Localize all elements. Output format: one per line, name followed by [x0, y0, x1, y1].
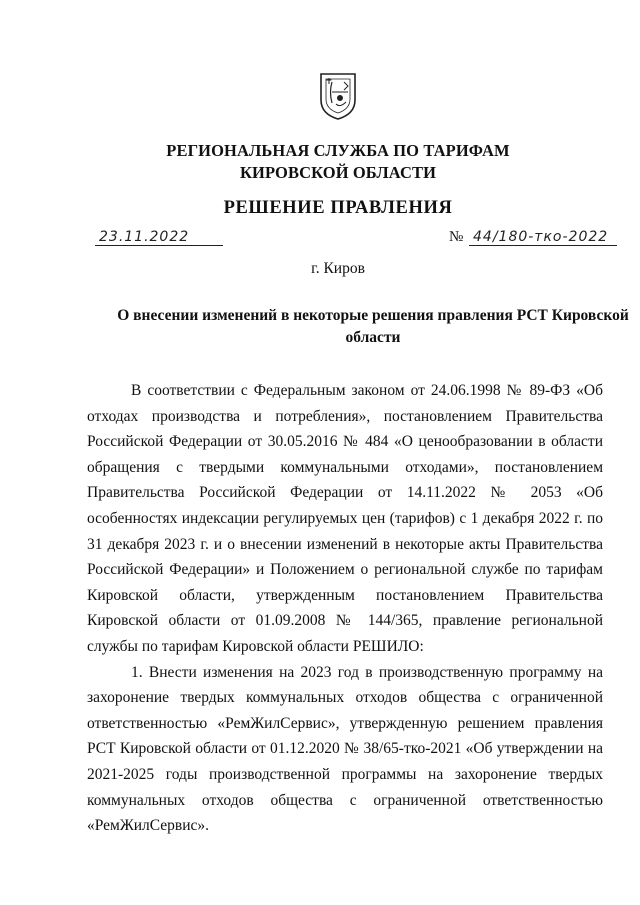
decision-number-box: [469, 228, 617, 248]
document-body: [87, 378, 603, 839]
preamble-paragraph: В соответствии с Федеральным законом от 24.06.1998 № 89-ФЗ «Об отходах производства и потребления», постановлением Правительства Российской Федерации от 30.05.2016 № 484 «О ценообразовании в области обращения с твердыми коммунальными отходами», постановлением Правительства Российской Федерации от 14.11.2022 № 2053 «Об особенностях индексации регулируемых цен (тарифов) с 1 декабря 2022 г. по 31 декабря 2023 г. и о внесении изменений в некоторые акты Правительства Российской Федерации» и Положением о региональной службе по тарифам Кировской области, утвержденным постановлением Правительства Кировской области от 01.09.2008 № 144/365, правление региональной службы по тарифам Кировской области РЕШИЛО:: [87, 382, 603, 655]
document-title: РЕШЕНИЕ ПРАВЛЕНИЯ: [223, 198, 453, 218]
place-of-issue: г. Киров: [311, 260, 365, 277]
item-1-paragraph: 1. Внести изменения на 2023 год в производственную программу на захоронение твердых коммунальных отходов общества с ограниченной ответственностью «РемЖилСервис», утвержденную решением правления РСТ Кировской области от 01.12.2020 № 38/65-тко-2021 «Об утверждении на 2021-2025 годы производственной программы на захоронение твердых коммунальных отходов общества с ограниченной ответственностью «РемЖилСервис».: [87, 663, 603, 835]
coat-of-arms-icon: [318, 70, 358, 120]
decision-subject: О внесении изменений в некоторые решения правления РСТ Кировской области: [117, 307, 629, 346]
organization-name: РЕГИОНАЛЬНАЯ СЛУЖБА ПО ТАРИФАМ: [166, 141, 510, 160]
decision-number-value: 44/180-тко-2022: [473, 229, 609, 245]
decision-date-value: 23.11.2022: [99, 229, 190, 245]
number-underline: [469, 245, 617, 246]
organization-region: КИРОВСКОЙ ОБЛАСТИ: [239, 163, 437, 182]
number-sign: №: [449, 229, 464, 245]
decision-date: [95, 228, 223, 248]
date-underline: [95, 245, 223, 246]
decision-number: [449, 228, 619, 248]
